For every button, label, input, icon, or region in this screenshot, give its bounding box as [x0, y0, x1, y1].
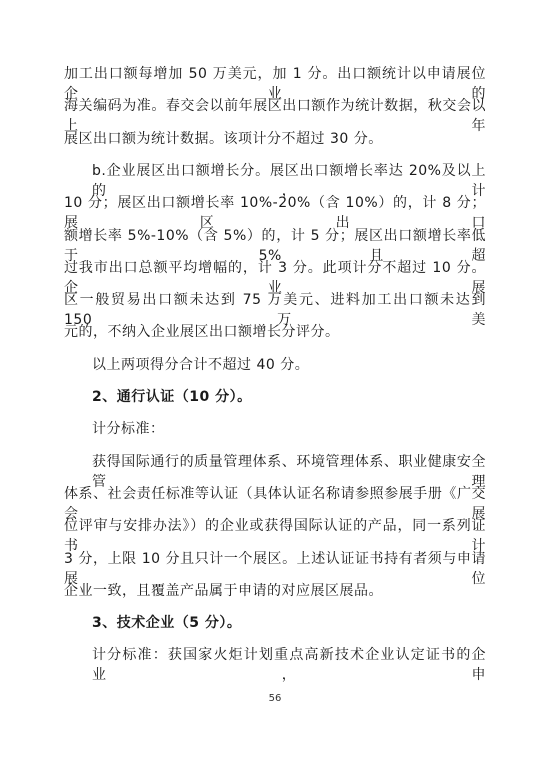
text-line: 企业一致，且覆盖产品属于申请的对应展区展品。 — [64, 582, 383, 599]
text-line: 加工出口额每增加 50 万美元，加 1 分。出口额统计以申请展位企业的 — [64, 66, 486, 102]
text-line: 元的，不纳入企业展区出口额增长分评分。 — [64, 324, 340, 341]
text-line: 海关编码为准。春交会以前年展区出口额作为统计数据，秋交会以上年 — [64, 98, 486, 135]
text-line: 位评审与安排办法》）的企业或获得国际认证的产品，同一系列证书计 — [64, 518, 486, 555]
text-line: 展区出口额为统计数据。该项计分不超过 30 分。 — [64, 130, 383, 147]
text-line: 过我市出口总额平均增幅的，计 3 分。此项计分不超过 10 分。企业展 — [64, 259, 486, 296]
text-line: 体系、社会责任标准等认证（具体认证名称请参照参展手册《广交会展 — [64, 485, 486, 522]
text-line: b.企业展区出口额增长分。展区出口额增长率达 20%及以上的，计 — [92, 162, 486, 199]
section-heading: 2、通行认证（10 分）。 — [92, 389, 252, 405]
text-line: 获得国际通行的质量管理体系、环境管理体系、职业健康安全管理 — [92, 453, 486, 490]
text-line: 以上两项得分合计不超过 40 分。 — [92, 356, 310, 373]
text-line: 计分标准：获国家火炬计划重点高新技术企业认定证书的企业，申 — [92, 647, 486, 684]
text-line: 额增长率 5%-10%（含 5%）的，计 5 分；展区出口额增长率低于 5%且超 — [64, 227, 486, 264]
text-line: 10 分；展区出口额增长率 10%-20%（含 10%）的，计 8 分；展区出口 — [64, 195, 486, 232]
page-number: 56 — [268, 693, 282, 704]
text-line: 区一般贸易出口额未达到 75 万美元、进料加工出口额未达到 150 万美 — [64, 292, 486, 329]
text-line: 3 分，上限 10 分且只计一个展区。上述认证证书持有者须与申请展位 — [64, 550, 486, 587]
text-line: 计分标准： — [92, 421, 165, 438]
section-heading: 3、技术企业（5 分）。 — [92, 615, 242, 632]
